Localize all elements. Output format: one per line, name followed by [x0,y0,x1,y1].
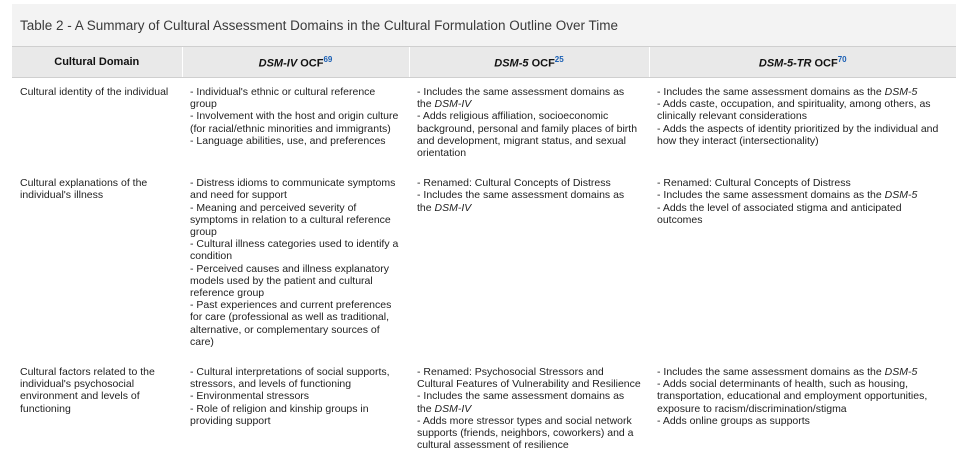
cell-line-text: - Adds the level of associated stigma and anticipated outcomes [657,202,902,226]
cell-line: - Perceived causes and illness explanatory models used by the patient and cultural reference group [190,263,401,300]
cell-line [657,123,948,147]
cell-dsm-5-tr [649,358,956,461]
table-row [12,358,956,461]
cell-line [417,110,641,159]
header-dsm-iv-ocf [182,47,409,78]
cell-line: - Distress idioms to communicate symptoms and need for support [190,177,401,201]
cell-line-italic-term: DSM-IV [435,202,472,214]
cell-line [657,86,948,98]
cell-line [657,202,948,226]
cell-line: - Role of religion and kinship groups in providing support [190,403,401,427]
cell-line-italic-term: DSM-5 [885,366,918,378]
cell-line-text: - Adds the aspects of identity prioritized by the individual and how they interact (intersectionality) [657,123,938,147]
cell-dsm-5 [409,358,649,461]
header-dsm-iv-suffix: OCF [297,57,323,69]
cell-line-text: - Includes the same assessment domains as the [657,86,885,98]
table-body [12,78,956,461]
cell-line [417,177,641,189]
cell-line: - Past experiences and current preferences for care (professional as well as traditional, alternative, or complementary sources of care) [190,299,401,348]
header-dsm-5-tr-ref[interactable]: 70 [838,55,847,64]
cell-line-text: - Adds caste, occupation, and spirituality, among others, as clinically relevant considerations [657,98,931,122]
cell-line-text: - Adds online groups as supports [657,415,810,427]
cell-cultural-domain: Cultural explanations of the individual's illness [12,169,182,358]
cell-cultural-domain: Cultural factors related to the individual's psychosocial environment and levels of functioning [12,358,182,461]
cell-line-text: - Adds religious affiliation, socioeconomic background, personal and family places of birth and development, migrant status, and sexual orientation [417,110,637,159]
cell-line-italic-term: DSM-5 [885,86,918,98]
cell-line-text: - Renamed: Cultural Concepts of Distress [417,177,611,189]
cell-line [417,415,641,452]
cell-line [417,366,641,390]
cell-line [657,366,948,378]
header-dsm-5-ref[interactable]: 25 [555,55,564,64]
header-dsm-iv-label: DSM-IV [259,57,298,69]
cell-line [657,98,948,122]
table-figure [12,4,956,453]
table-caption: Table 2 - A Summary of Cultural Assessment Domains in the Cultural Formulation Outline Over Time [12,4,956,46]
cell-line: - Individual's ethnic or cultural reference group [190,86,401,110]
cell-line: - Meaning and perceived severity of symptoms in relation to a cultural reference group [190,202,401,239]
cell-line-text: - Adds more stressor types and social network supports (friends, neighbors, coworkers) and a cultural assessment of resilience [417,415,634,451]
cell-line-text: - Includes the same assessment domains as the [417,86,624,110]
cell-line [417,86,641,110]
cell-line: - Cultural illness categories used to identify a condition [190,238,401,262]
cell-line [657,378,948,415]
cell-line [657,189,948,201]
cell-line-text: - Includes the same assessment domains as the [417,189,624,213]
header-dsm-5-ocf [409,47,649,78]
cell-line: - Environmental stressors [190,390,401,402]
cell-line: - Involvement with the host and origin culture (for racial/ethnic minorities and immigrants) [190,110,401,134]
cell-dsm-5-tr [649,78,956,170]
header-dsm-5-label: DSM-5 [494,57,528,69]
header-dsm-5-tr-label: DSM-5-TR [759,57,812,69]
cell-line-text: - Renamed: Cultural Concepts of Distress [657,177,851,189]
cell-line-text: - Renamed: Psychosocial Stressors and Cultural Features of Vulnerability and Resilience [417,366,641,390]
cell-line-italic-term: DSM-IV [435,98,472,110]
cell-dsm-iv [182,169,409,358]
cell-line-text: - Includes the same assessment domains as the [417,390,624,414]
header-dsm-iv-ref[interactable]: 69 [323,55,332,64]
cell-dsm-5 [409,78,649,170]
cell-cultural-domain: Cultural identity of the individual [12,78,182,170]
cell-line-text: - Adds social determinants of health, such as housing, transportation, educational and employment opportunities, exposure to racism/discrimination/stigma [657,378,927,414]
table-header-row [12,47,956,78]
header-dsm-5-suffix: OCF [529,57,555,69]
cell-dsm-5-tr [649,169,956,358]
cell-line [657,177,948,189]
header-dsm-5-tr-ocf [649,47,956,78]
cell-line-italic-term: DSM-IV [435,403,472,415]
cell-dsm-iv [182,78,409,170]
cell-line [417,189,641,213]
cultural-domains-table [12,46,956,461]
header-dsm-5-tr-suffix: OCF [811,57,837,69]
cell-line: - Cultural interpretations of social supports, stressors, and levels of functioning [190,366,401,390]
cell-line [417,390,641,414]
table-row [12,169,956,358]
cell-line-italic-term: DSM-5 [885,189,918,201]
table-row [12,78,956,170]
cell-line-text: - Includes the same assessment domains as the [657,366,885,378]
cell-line: - Language abilities, use, and preferences [190,135,401,147]
cell-dsm-5 [409,169,649,358]
cell-dsm-iv [182,358,409,461]
cell-line-text: - Includes the same assessment domains as the [657,189,885,201]
cell-line [657,415,948,427]
header-cultural-domain: Cultural Domain [12,47,182,78]
